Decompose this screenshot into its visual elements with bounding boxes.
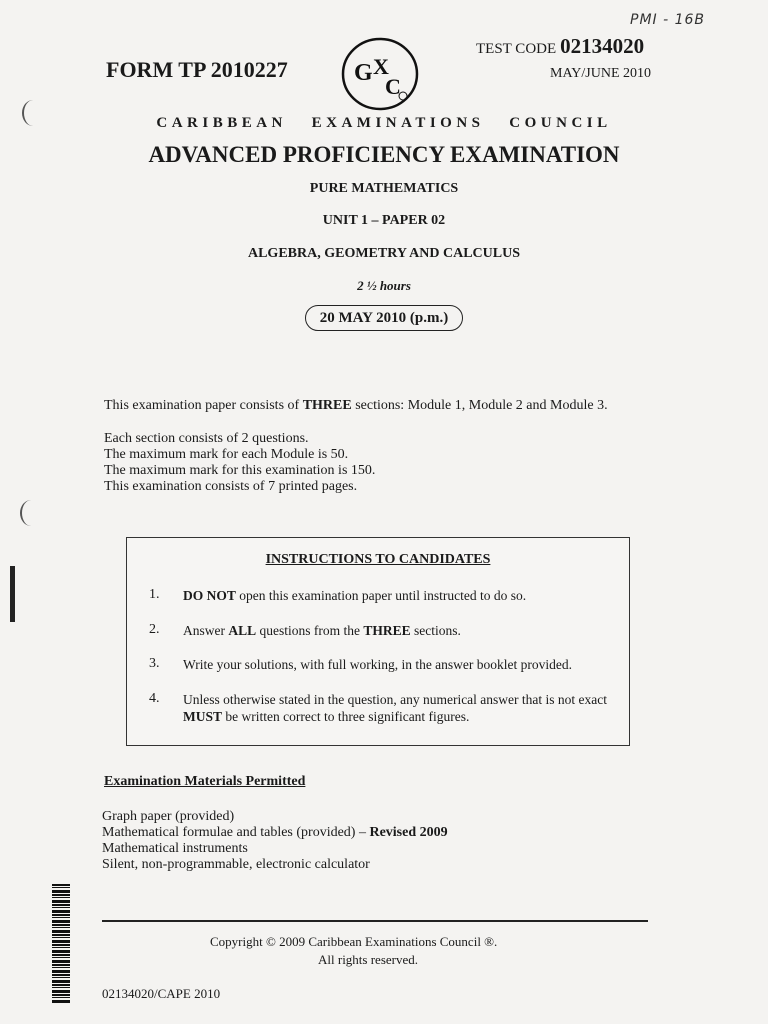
copyright-line: Copyright © 2009 Caribbean Examinations Council ®. <box>210 934 498 949</box>
instructions-box <box>126 537 630 746</box>
paper-title: ALGEBRA, GEOMETRY AND CALCULUS <box>247 246 521 261</box>
sections-summary: This examination paper consists of THREE sections: Module 1, Module 2 and Module 3. <box>104 398 608 413</box>
unit-paper: UNIT 1 – PAPER 02 <box>322 213 446 228</box>
exam-date: 20 MAY 2010 (p.m.) <box>305 305 463 331</box>
svg-text:C: C <box>385 74 401 99</box>
instruction-item: Answer ALL questions from the THREE sections. <box>183 623 461 638</box>
instruction-number: 4. <box>149 691 160 706</box>
materials-heading: Examination Materials Permitted <box>104 774 306 789</box>
svg-text:X: X <box>373 54 389 79</box>
paper-code: 02134020/CAPE 2010 <box>102 986 221 1001</box>
council-name: CARIBBEAN EXAMINATIONS COUNCIL <box>156 115 612 131</box>
detail-line: The maximum mark for this examination is 150. <box>104 463 376 478</box>
materials-item: Graph paper (provided) <box>102 809 235 824</box>
materials-item: Mathematical formulae and tables (provided) – Revised 2009 <box>102 825 448 840</box>
exam-session: MAY/JUNE 2010 <box>550 66 651 81</box>
margin-mark <box>10 566 15 622</box>
test-code-label: TEST CODE <box>476 41 557 57</box>
detail-line: This examination consists of 7 printed pages. <box>104 479 358 494</box>
instructions-heading: INSTRUCTIONS TO CANDIDATES <box>265 552 491 567</box>
subject: PURE MATHEMATICS <box>309 181 459 196</box>
instruction-item: Write your solutions, with full working, in the answer booklet provided. <box>183 657 573 672</box>
footer-rule <box>102 920 648 922</box>
binder-hole-middle <box>20 500 42 526</box>
exam-title: ADVANCED PROFICIENCY EXAMINATION <box>148 142 620 167</box>
instruction-number: 1. <box>149 587 160 602</box>
instruction-number: 3. <box>149 656 160 671</box>
instruction-item: DO NOT open this examination paper until instructed to do so. <box>183 588 527 603</box>
materials-list <box>102 809 448 873</box>
instruction-item: Unless otherwise stated in the question, any numerical answer that is not exact MUST be written correct to three significant figures. <box>183 692 608 724</box>
svg-text:G: G <box>354 60 373 86</box>
detail-line: The maximum mark for each Module is 50. <box>104 447 349 462</box>
cxc-seal-icon <box>340 36 420 117</box>
instruction-number: 2. <box>149 622 160 637</box>
rights-line: All rights reserved. <box>318 952 419 967</box>
materials-item: Silent, non-programmable, electronic calculator <box>102 857 370 872</box>
exam-details <box>104 431 375 495</box>
detail-line: Each section consists of 2 questions. <box>104 431 309 446</box>
barcode-icon <box>52 884 70 1004</box>
duration: 2 ½ hours <box>357 278 411 293</box>
materials-item: Mathematical instruments <box>102 841 248 856</box>
form-number: FORM TP 2010227 <box>106 57 288 82</box>
test-code <box>476 34 644 59</box>
handwritten-note: PMI - 16B <box>630 12 706 28</box>
test-code-value: 02134020 <box>560 34 645 58</box>
